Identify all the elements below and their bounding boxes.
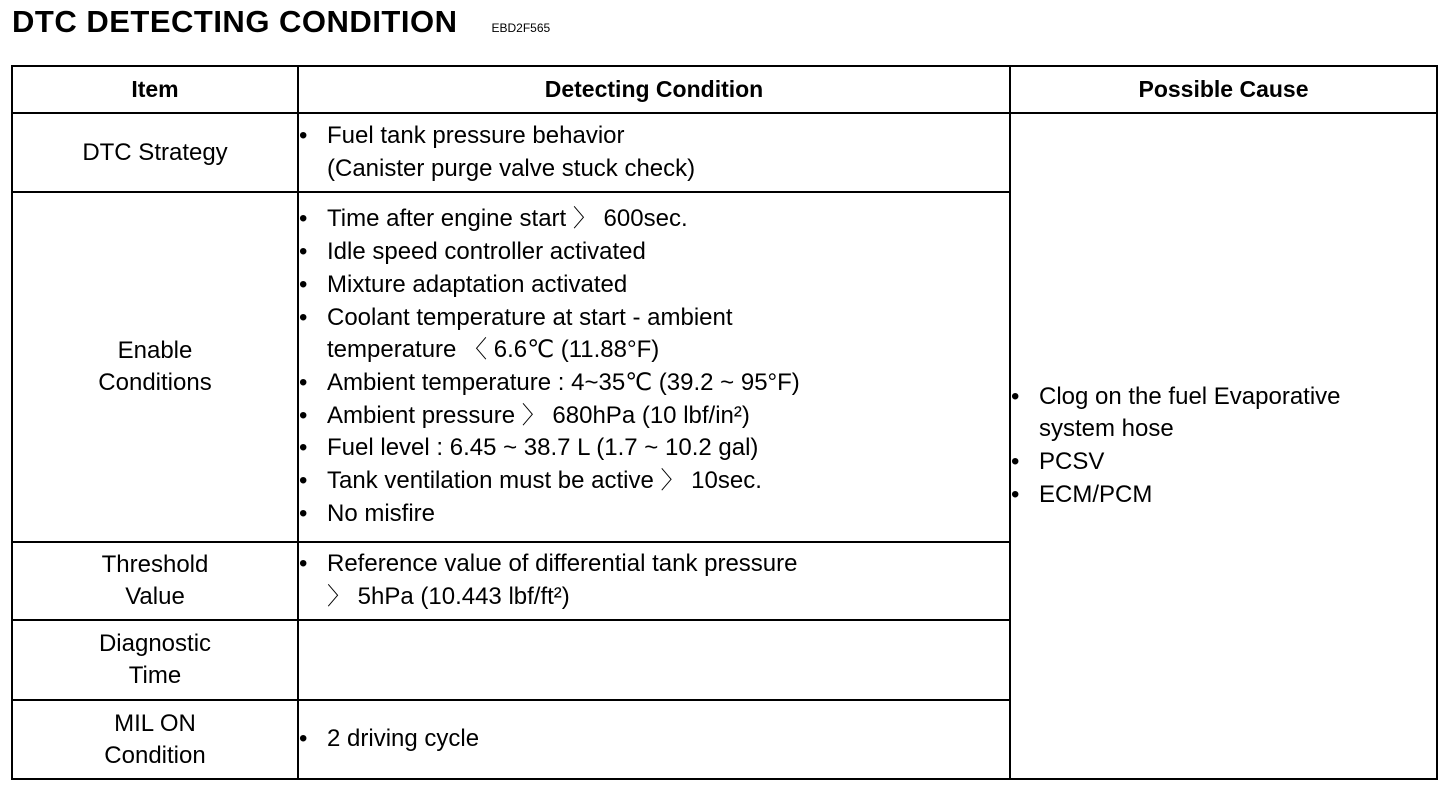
item-label: Enable (117, 337, 193, 364)
dtc-condition-table (11, 65, 1438, 780)
item-cell (12, 700, 298, 779)
possible-cause-cell (1010, 113, 1437, 779)
item-label: Value (125, 583, 185, 610)
page-heading (12, 4, 550, 40)
condition-item: • Reference value of differential tank pressure (299, 548, 1009, 581)
condition-cell (298, 192, 1010, 542)
condition-list (299, 548, 1009, 613)
condition-item-continued: 〉 5hPa (10.443 lbf/ft²) (327, 583, 570, 610)
condition-item: • Mixture adaptation activated (299, 269, 1009, 302)
condition-item: • 2 driving cycle (299, 723, 1009, 756)
condition-list (299, 723, 1009, 756)
condition-item-continued: (Canister purge valve stuck check) (327, 154, 696, 182)
condition-list (299, 203, 1009, 530)
cause-item: • PCSV (1011, 446, 1436, 479)
item-cell (12, 620, 298, 700)
condition-item: • Idle speed controller activated (299, 236, 1009, 269)
condition-cell (298, 700, 1010, 779)
item-label: Conditions (98, 369, 212, 396)
item-cell (12, 113, 298, 192)
table-row-dtc-strategy (12, 113, 1437, 192)
item-label: MIL ON (114, 709, 196, 737)
condition-item: • Ambient pressure 〉 680hPa (10 lbf/in²) (299, 400, 1009, 433)
condition-item: • No misfire (299, 498, 1009, 531)
condition-list (299, 120, 1009, 185)
item-label: DTC Strategy (82, 138, 228, 166)
header-item: Item (12, 66, 298, 113)
condition-item: • Time after engine start 〉 600sec. (299, 203, 1009, 236)
condition-cell (298, 113, 1010, 192)
condition-cell (298, 542, 1010, 620)
document-code: EBD2F565 (491, 21, 551, 35)
condition-item: • Coolant temperature at start - ambient (299, 302, 1009, 335)
header-detecting-condition: Detecting Condition (298, 66, 1010, 113)
cause-item: • ECM/PCM (1011, 479, 1436, 512)
cause-item-continued: system hose (1039, 415, 1174, 443)
condition-item-continued: temperature 〈 6.6℃ (11.88°F) (327, 336, 660, 364)
item-label: Threshold (101, 551, 209, 578)
item-cell (12, 192, 298, 542)
item-label: Time (128, 662, 182, 689)
cause-item: • Clog on the fuel Evaporative (1011, 381, 1436, 414)
item-label: Condition (104, 741, 206, 769)
table-header-row (12, 66, 1437, 113)
condition-cell-empty (298, 620, 1010, 700)
possible-cause-list (1011, 381, 1436, 512)
item-cell (12, 542, 298, 620)
condition-item: • Fuel level : 6.45 ~ 38.7 L (1.7 ~ 10.2 gal) (299, 432, 1009, 465)
item-label: Diagnostic (98, 630, 212, 657)
condition-item: • Fuel tank pressure behavior (299, 120, 1009, 153)
condition-item: • Ambient temperature : 4~35℃ (39.2 ~ 95°F) (299, 367, 1009, 400)
page-title: DTC DETECTING CONDITION (12, 4, 458, 39)
header-possible-cause: Possible Cause (1010, 66, 1437, 113)
condition-item: • Tank ventilation must be active 〉 10sec. (299, 465, 1009, 498)
